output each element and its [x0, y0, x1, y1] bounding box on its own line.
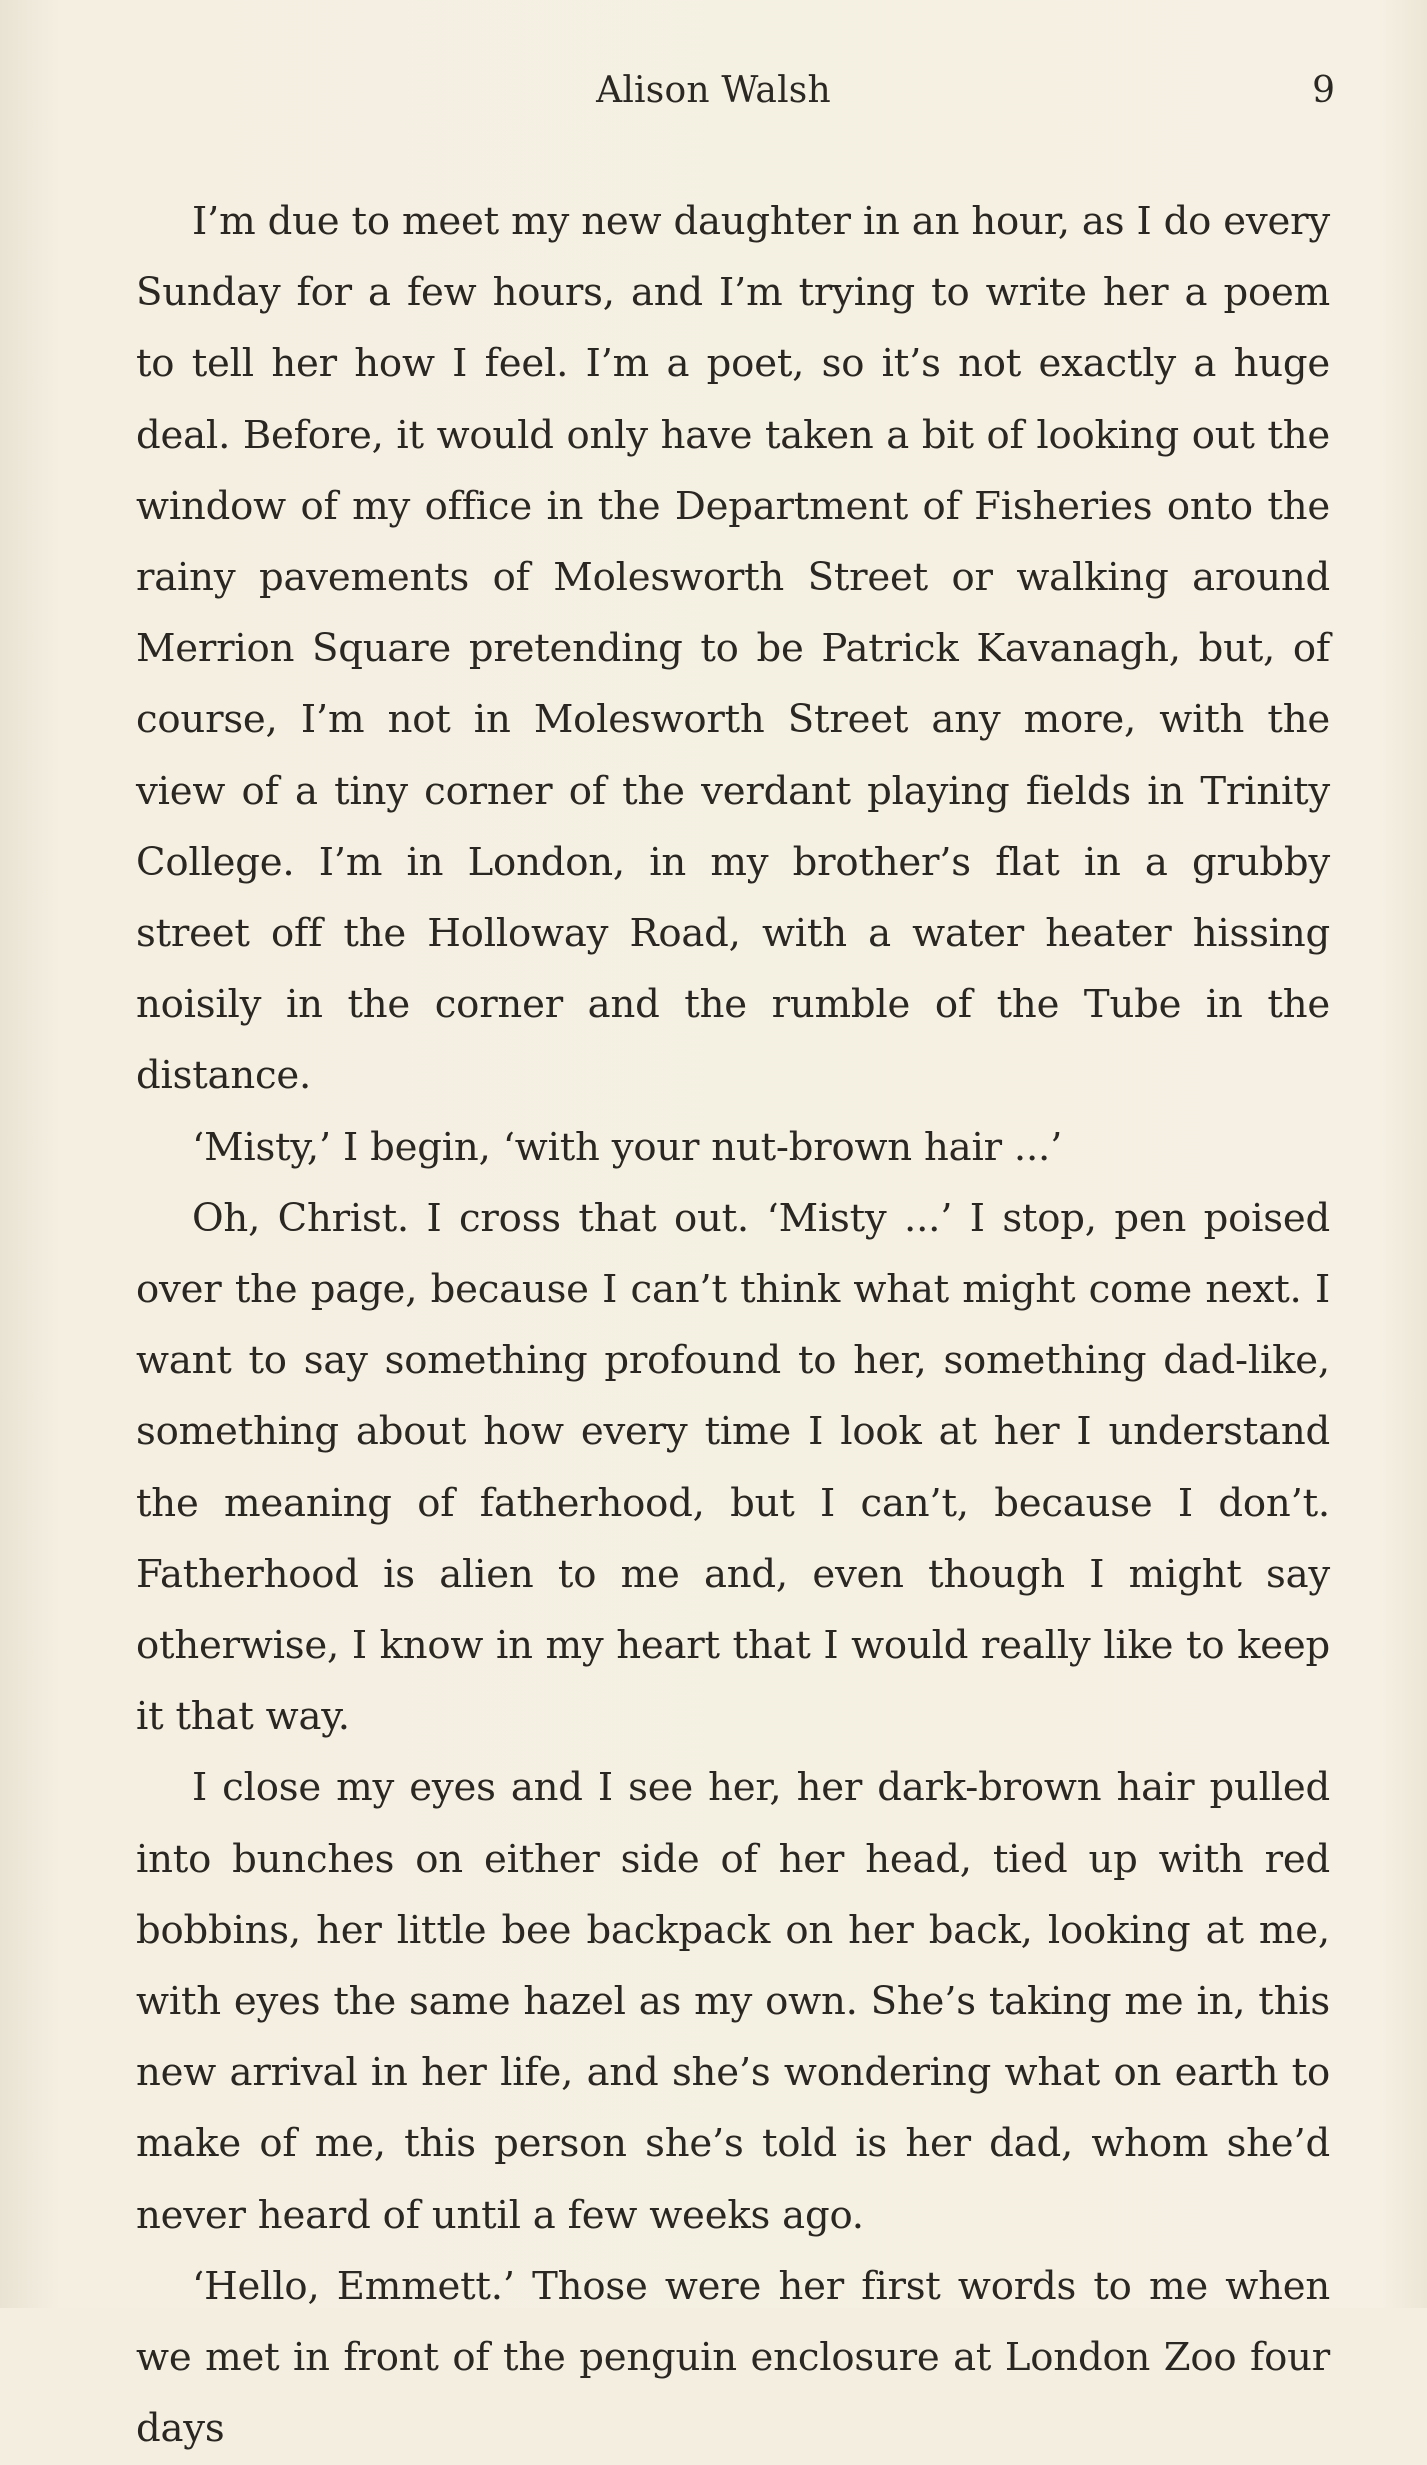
running-head-author: Alison Walsh	[596, 70, 831, 111]
paragraph: ‘Hello, Emmett.’ Those were her first words to me when we met in front of the penguin enclosure at London Zoo four days	[136, 2263, 1330, 2452]
body-text	[136, 186, 1330, 2465]
page-header	[0, 70, 1427, 130]
paragraph: I’m due to meet my new daughter in an hour, as I do every Sunday for a few hours, and I’m trying to write her a poem to tell her how I feel. I’m a poet, so it’s not exactly a huge deal. Before, it would only have taken a bit of looking out the window of my office in the Department of Fisheries onto the rainy pavements of Molesworth Street or walking around Merrion Square pretending to be Patrick Kavanagh, but, of course, I’m not in Molesworth Street any more, with the view of a tiny corner of the verdant playing fields in Trinity College. I’m in London, in my brother’s flat in a grubby street off the Holloway Road, with a water heater hissing noisily in the corner and the rumble of the Tube in the distance.	[136, 199, 1330, 1099]
paragraph: Oh, Christ. I cross that out. ‘Misty ...’ I stop, pen poised over the page, because I can’t think what might come next. I want to say something profound to her, something dad-like, something about how every time I look at her I understand the meaning of fatherhood, but I can’t, because I don’t. Fatherhood is alien to me and, even though I might say otherwise, I know in my heart that I would really like to keep it that way.	[136, 1195, 1330, 1740]
page-number: 9	[1312, 70, 1335, 111]
paragraph: ‘Misty,’ I begin, ‘with your nut-brown hair ...’	[192, 1124, 1063, 1170]
paragraph: I close my eyes and I see her, her dark-brown hair pulled into bunches on either side of her head, tied up with red bobbins, her little bee backpack on her back, looking at me, with eyes the same hazel as my own. She’s taking me in, this new arrival in her life, and she’s wondering what on earth to make of me, this person she’s told is her dad, whom she’d never heard of until a few weeks ago.	[136, 1765, 1330, 2238]
